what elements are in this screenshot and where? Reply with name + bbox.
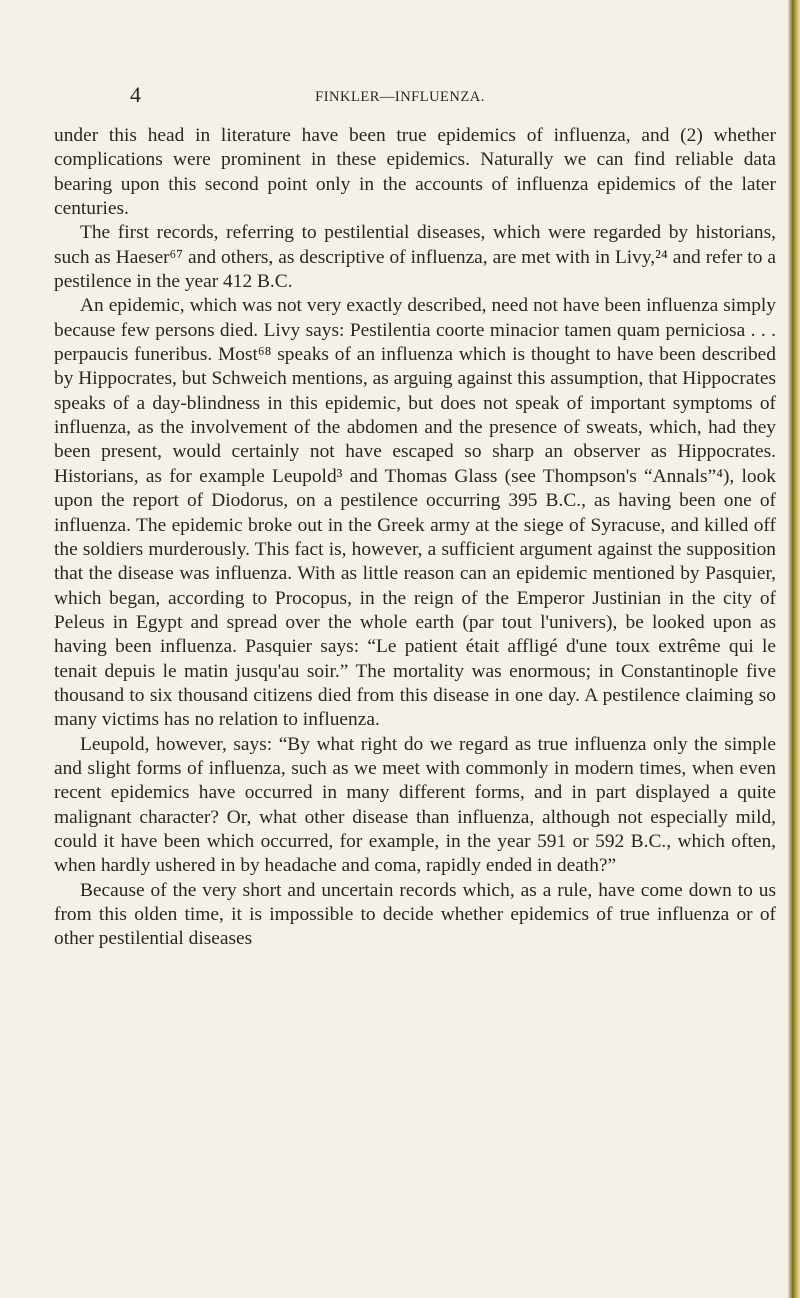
- paragraph-1: under this head in literature have been true epidemics of influenza, and (2) whether complications were prominent in these epidemics. Naturally we can find reliable data bearing upon this second point only in the accounts of influenza epidemics of the later centuries.: [54, 125, 776, 220]
- paragraph-3: An epidemic, which was not very exactly described, need not have been influenza simply because few persons died. Livy says: Pestilentia coorte minacior tamen quam perniciosa . . . perpaucis funeribus. Most⁶⁸ speaks of an influenza which is thought to have been described by Hippocrates, but Schweich mentions, as arguing against this assumption, that Hippocrates speaks of a day-blindness in this epidemic, but does not speak of important symptoms of influenza, as the involvement of the abdomen and the presence of sweats, which, had they been present, would certainly not have escaped so sharp an observer as Hippocrates. Historians, as for example Leupold³ and Thomas Glass (see Thompson's “Annals”⁴), look upon the report of Diodorus, on a pestilence occurring 395 B.C., as having been one of influenza. The epidemic broke out in the Greek army at the siege of Syracuse, and killed off the soldiers murderously. This fact is, however, a sufficient argument against the supposition that the disease was influenza. With as little reason can an epidemic mentioned by Pasquier, which began, according to Procopus, in the reign of the Emperor Justinian in the city of Peleus in Egypt and spread over the whole earth (par tout l'univers), be looked upon as having been influenza. Pasquier says: “Le patient était affligé d'une toux extrême qui le tenait depuis le matin jusqu'au soir.” The mortality was enormous; in Constantinople five thousand to six thousand citizens died from this disease in one day. A pestilence claiming so many victims has no relation to influenza.: [54, 295, 776, 731]
- page-number: 4: [130, 82, 141, 107]
- paragraph-4: Leupold, however, says: “By what right do we regard as true influenza only the simple and slight forms of influenza, such as we meet with commonly in modern times, when even recent epidemics have occurred in many different forms, and in part displayed a quite malignant character? Or, what other disease than influenza, although not especially mild, could it have been which occurred, for example, in the year 591 or 592 B.C., which often, when hardly ushered in by headache and coma, rapidly ended in death?”: [54, 733, 776, 877]
- paragraph-5: Because of the very short and uncertain records which, as a rule, have come down to us from this olden time, it is impossible to decide whether epidemics of true influenza or of other pestilential diseases: [54, 879, 776, 950]
- page-header: [0, 84, 800, 114]
- paragraph-2: The first records, referring to pestilential diseases, which were regarded by historians, such as Haeser⁶⁷ and others, as descriptive of influenza, are met with in Livy,²⁴ and refer to a pestilence in the year 412 B.C.: [54, 222, 776, 293]
- body-text: [54, 124, 776, 952]
- running-head: FINKLER—INFLUENZA.: [315, 89, 485, 105]
- book-page-edge: [788, 0, 800, 1298]
